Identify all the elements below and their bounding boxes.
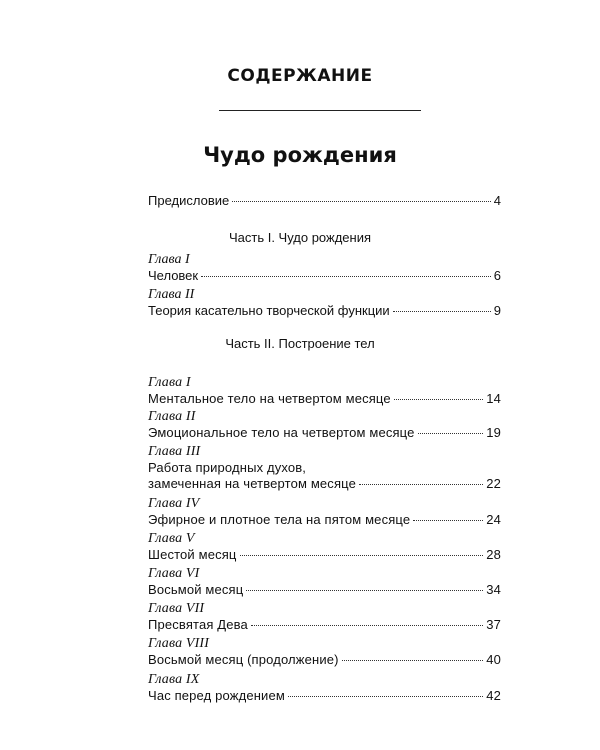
chapter-number: Глава V <box>148 531 195 546</box>
toc-entry[interactable] <box>148 566 501 598</box>
toc-entry-label: Ментальное тело на четвертом месяце <box>148 391 391 406</box>
toc-page-number: 34 <box>486 582 501 597</box>
chapter-number: Глава VIII <box>148 636 210 651</box>
toc-entry[interactable] <box>148 601 501 633</box>
toc-entry[interactable] <box>148 531 501 563</box>
toc-page-number: 4 <box>493 193 501 208</box>
chapter-number: Глава IV <box>148 496 200 511</box>
toc-page-number: 9 <box>493 303 501 318</box>
dot-leader <box>342 660 484 661</box>
chapter-number: Глава VII <box>148 601 205 616</box>
dot-leader <box>251 625 483 626</box>
toc-entry-label-line: Работа природных духов, <box>148 460 307 475</box>
toc-entry[interactable] <box>148 252 501 284</box>
chapter-number: Глава VI <box>148 566 200 581</box>
toc-entry-label: Человек <box>148 268 199 283</box>
dot-leader <box>394 399 483 400</box>
chapter-number: Глава IX <box>148 672 200 687</box>
toc-entry[interactable] <box>148 672 501 704</box>
toc-entry-label: Эфирное и плотное тела на пятом месяце <box>148 512 411 527</box>
dot-leader <box>246 590 483 591</box>
dot-leader <box>359 484 483 485</box>
toc-entry[interactable] <box>148 375 501 407</box>
toc-entry-label: замеченная на четвертом месяце <box>148 476 356 491</box>
toc-entry[interactable] <box>148 409 501 441</box>
toc-entry-preface[interactable] <box>148 193 501 209</box>
toc-entry[interactable] <box>148 444 501 492</box>
toc-page-number: 19 <box>486 425 501 440</box>
toc-entry[interactable] <box>148 287 501 319</box>
toc-entry-label: Восьмой месяц <box>148 582 244 597</box>
part-title: Часть I. Чудо рождения <box>228 230 372 245</box>
toc-entry-label: Теория касательно творческой функции <box>148 303 390 318</box>
toc-entry-label: Эмоциональное тело на четвертом месяце <box>148 425 415 440</box>
part-title: Часть II. Построение тел <box>225 336 375 351</box>
chapter-number: Глава II <box>148 287 195 302</box>
dot-leader <box>232 201 491 202</box>
title-divider <box>219 110 421 111</box>
chapter-number: Глава I <box>148 252 190 267</box>
toc-page-number: 40 <box>486 652 501 667</box>
toc-entry-label: Час перед рождением <box>148 688 285 703</box>
toc-entry-label: Восьмой месяц (продолжение) <box>148 652 339 667</box>
chapter-number: Глава I <box>148 375 191 390</box>
dot-leader <box>393 311 491 312</box>
chapter-number: Глава II <box>148 409 196 424</box>
dot-leader <box>201 276 491 277</box>
toc-page-number: 42 <box>486 688 501 703</box>
contents-title: СОДЕРЖАНИЕ <box>227 66 373 86</box>
toc-page-number: 22 <box>486 476 501 491</box>
toc-page-number: 28 <box>486 547 501 562</box>
toc-page-number: 24 <box>486 512 501 527</box>
toc-entry-label: Предисловие <box>148 193 230 208</box>
toc-page-number: 37 <box>486 617 501 632</box>
toc-page-number: 14 <box>486 391 501 406</box>
dot-leader <box>288 696 483 697</box>
dot-leader <box>418 433 484 434</box>
dot-leader <box>413 520 483 521</box>
dot-leader <box>240 555 484 556</box>
toc-entry-label: Шестой месяц <box>148 547 237 562</box>
toc-entry[interactable] <box>148 636 501 668</box>
toc-page-number: 6 <box>493 268 501 283</box>
toc-entry-label: Пресвятая Дева <box>148 617 248 632</box>
book-title: Чудо рождения <box>203 143 397 167</box>
chapter-number: Глава III <box>148 444 201 459</box>
toc-entry[interactable] <box>148 496 501 528</box>
